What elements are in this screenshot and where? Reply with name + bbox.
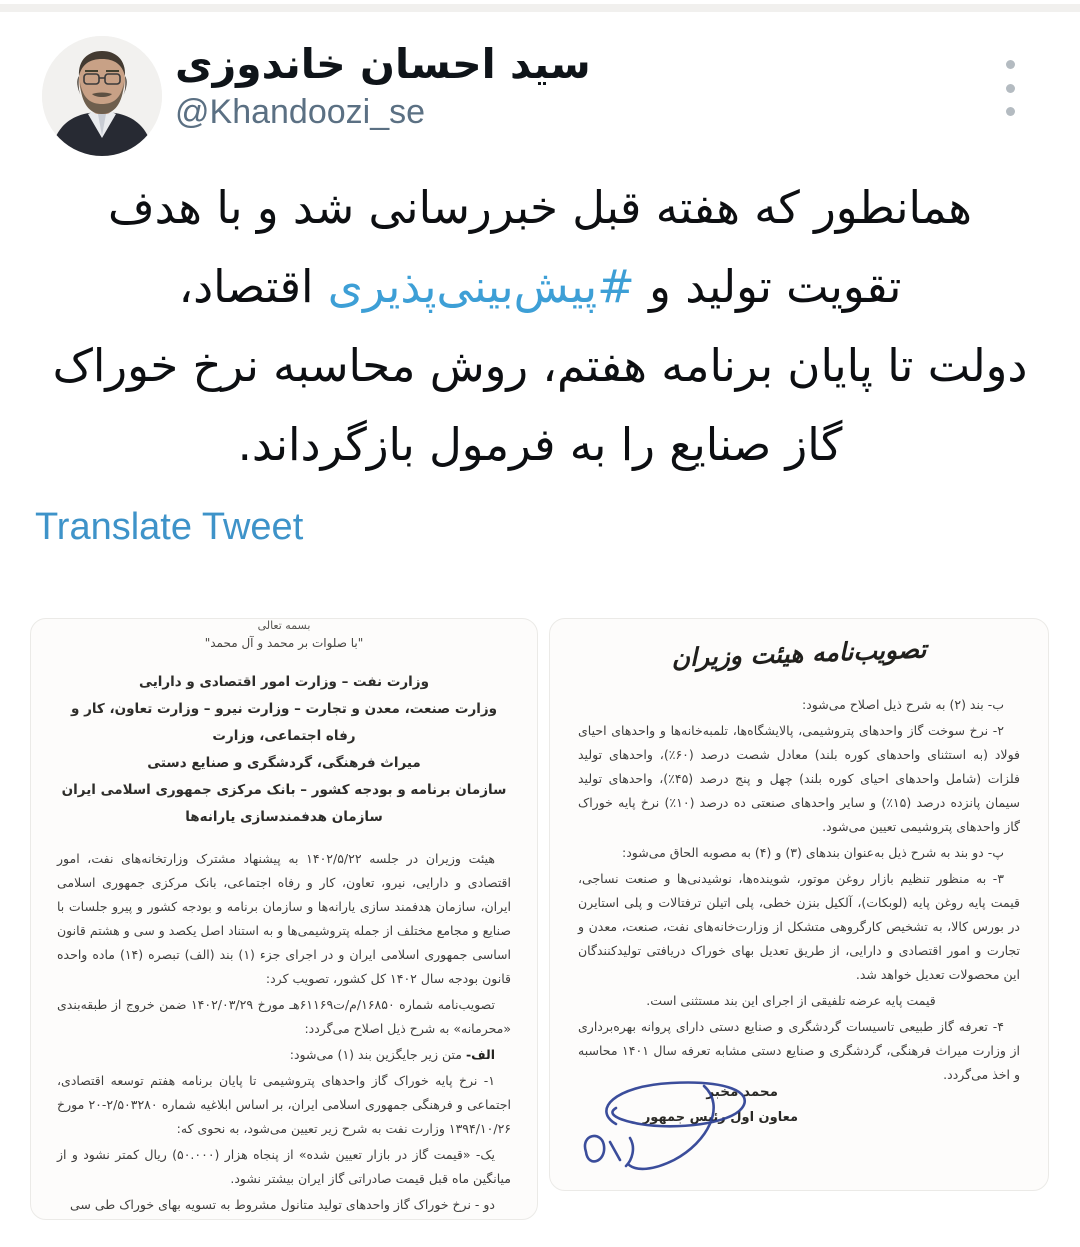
tweet-line-4: گاز صنایع را به فرمول بازگرداند. xyxy=(237,418,843,471)
doc2-letterhead-calligraphy: تصویب‌نامه هیئت وزیران xyxy=(671,634,927,673)
tweet-line-2 xyxy=(25,247,1055,326)
doc2-body xyxy=(578,693,1020,1087)
signatory-title: معاون اول رئیس جمهور xyxy=(642,1110,798,1125)
doc2-paragraph: ۳- به منظور تنظیم بازار روغن موتور، شوینده‌ها، نوشیدنی‌ها و صنعت نساجی، قیمت پایه روغن پایه (لوبکات)، آلکیل بنزن خطی، پلی اتیلن ترفتالات و پلی استایرن در بورس کالا، به تشخیص کارگروهی متشکل از وزارت‌خانه‌های نفت، صنعت، معدن و تجارت و امور اقتصادی و دارایی، از طریق تعدیل بهای خوراک دریافتی تولیدکنندگان این محصولات تعدیل خواهد شد. xyxy=(578,871,1020,982)
translate-tweet-link[interactable]: Translate Tweet xyxy=(35,506,304,548)
doc1-addressee-line: سازمان برنامه و بودجه کشور – بانک مرکزی جمهوری اسلامی ایران xyxy=(61,782,507,798)
more-menu-icon[interactable] xyxy=(998,60,1022,116)
doc1-paragraph: هیئت وزیران در جلسه ۱۴۰۲/۵/۲۲ به پیشنهاد مشترک وزارتخانه‌های نفت، امور اقتصادی و دارایی، نیرو، تعاون، کار و رفاه اجتماعی، بانک مرکزی جمهوری اسلامی ایران، سازمان هدفمند سازی یارانه‌ها و سازمان برنامه و بودجه کشور و پیرو جلسات با صنایع و مجامع مختلف از جمله پتروشیمی‌ها و به استناد اصل یکصد و سی و هشتم قانون اساسی جمهوری اسلامی ایران و در اجرای جزء (۱) بند (الف) تبصره (۱۴) ماده واحده قانون بودجه سال ۱۴۰۲ کل کشور، تصویب کرد: xyxy=(57,851,511,986)
doc1-paragraph: ۱- نرخ پایه خوراک گاز واحدهای پتروشیمی تا پایان برنامه هفتم توسعه اقتصادی، اجتماعی و فرهنگی جمهوری اسلامی ایران، بر اساس ابلاغیه شماره ۲/۵۰۳۲۸۰-۲۰ مورخ ۱۳۹۴/۱۰/۲۶ وزارت نفت به شرح زیر تعیین می‌شود، به نحوی که: xyxy=(57,1073,511,1136)
doc1-addressee-line: وزارت نفت – وزارت امور اقتصادی و دارایی xyxy=(139,674,429,690)
top-edge-strip xyxy=(0,4,1080,12)
doc1-addressees xyxy=(57,669,511,831)
doc1-addressee-line: وزارت صنعت، معدن و تجارت – وزارت نیرو – وزارت تعاون، کار و رفاه اجتماعی، وزارت xyxy=(70,701,498,744)
avatar-portrait-graphic xyxy=(42,36,162,156)
signature-block xyxy=(576,1066,816,1184)
doc2-paragraph: ۴- تعرفه گاز طبیعی تاسیسات گردشگری و صنایع دستی دارای پروانه بهره‌برداری از وزارت میراث فرهنگی، گردشگری و صنایع دستی مشابه تعرفه سال ۱۴۰۱ محاسبه و اخذ می‌گردد. xyxy=(578,1019,1020,1082)
doc1-addressee-line: میراث فرهنگی، گردشگری و صنایع دستی xyxy=(147,755,421,771)
tweet-line-2-pre: تقویت تولید و xyxy=(634,260,902,313)
doc1-bismillah: بسمه تعالی xyxy=(257,619,311,632)
doc1-paragraph: یک- «قیمت گاز در بازار تعیین شده» از پنجاه هزار (۵۰.۰۰۰) ریال کمتر نشود و از میانگین ماه قبل قیمت صادراتی گاز ایران بیشتر نشود. xyxy=(57,1147,511,1186)
doc1-paragraph: دو - نرخ خوراک گاز واحدهای تولید متانول مشروط به تسویه بهای خوراک طی سی xyxy=(70,1197,495,1212)
doc2-paragraph: قیمت پایه عرضه تلفیقی از اجرای این بند مستثنی است. xyxy=(646,993,936,1008)
display-name[interactable]: سید احسان خاندوزی xyxy=(175,40,591,88)
doc2-paragraph: ب- بند (۲) به شرح ذیل اصلاح می‌شود: xyxy=(802,697,1004,712)
tweet-header xyxy=(42,36,1050,166)
signatory-name: محمد مخبر xyxy=(706,1084,778,1100)
doc1-salawat: "با صلوات بر محمد و آل محمد" xyxy=(204,636,364,650)
tweet-line-3: دولت تا پایان برنامه هفتم، روش محاسبه نرخ خوراک xyxy=(52,339,1028,392)
doc2-paragraph: ۲- نرخ سوخت گاز واحدهای پتروشیمی، پالایشگاه‌ها، تلمبه‌خانه‌ها و واحدهای احیای فولاد (به استثنای واحدهای کوره بلند) معادل شصت درصد (۶۰٪)، واحدهای تولید فلزات (شامل واحدهای احیای کوره بلند) چهل و پنج درصد (۴۵٪)، واحدهای تولید سیمان پانزده درصد (۱۵٪) و سایر واحدهای صنعتی ده درصد (۱۰٪) نرخ پایه خوراک گاز واحدهای پتروشیمی تعیین می‌شود. xyxy=(578,723,1021,834)
doc1-paragraph xyxy=(57,1043,511,1067)
attached-document-image-1[interactable] xyxy=(30,618,538,1220)
tweet-line-1: همانطور که هفته قبل خبررسانی شد و با هدف xyxy=(108,181,972,234)
doc1-clause-label: الف- xyxy=(465,1047,495,1062)
hashtag-link[interactable]: #پیش‌بینی‌پذیری xyxy=(327,260,635,313)
avatar[interactable] xyxy=(42,36,162,156)
tweet-line-2-post: اقتصاد، xyxy=(178,260,328,313)
user-handle[interactable]: @Khandoozi_se xyxy=(175,93,426,131)
doc1-addressee-line: سازمان هدفمندسازی یارانه‌ها xyxy=(185,809,383,825)
doc1-paragraph: تصویب‌نامه شماره ۱۶۸۵۰/م/ت۶۱۱۶۹هـ مورخ ۱۴۰۲/۰۳/۲۹ ضمن خروج از طبقه‌بندی «محرمانه» به شرح ذیل اصلاح می‌گردد: xyxy=(57,997,511,1036)
doc1-clause-text: متن زیر جایگزین بند (۱) می‌شود: xyxy=(289,1047,466,1062)
doc1-body xyxy=(57,847,511,1217)
handwritten-signature xyxy=(576,1066,796,1184)
attached-document-image-2[interactable] xyxy=(549,618,1049,1191)
doc2-paragraph: پ- دو بند به شرح ذیل به‌عنوان بندهای (۳) و (۴) به مصوبه الحاق می‌شود: xyxy=(621,845,1004,860)
tweet-text xyxy=(25,168,1055,484)
